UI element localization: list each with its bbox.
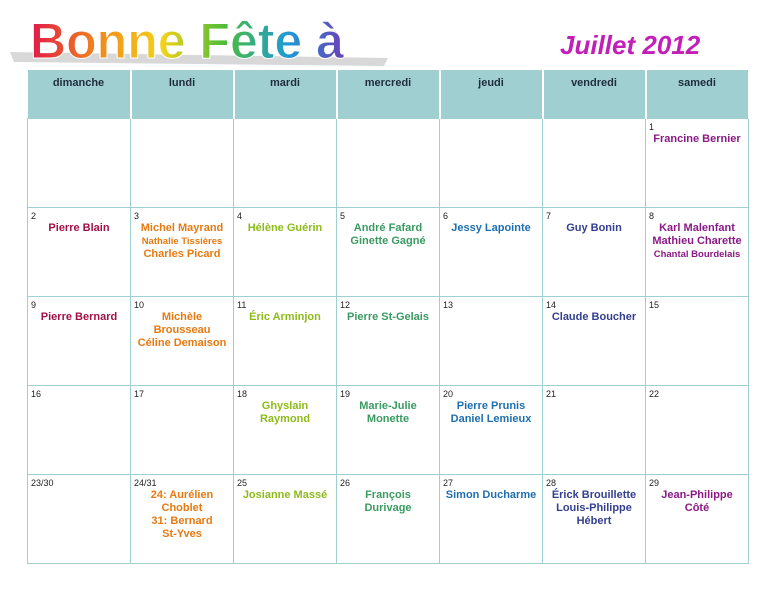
celebrant-name: Francine Bernier bbox=[653, 133, 741, 145]
celebrant-name: Ginette Gagné bbox=[350, 235, 426, 247]
day-number: 17 bbox=[134, 389, 145, 399]
celebrant-name: Jean-Philippe bbox=[661, 489, 733, 501]
day-number: 4 bbox=[237, 211, 243, 221]
name-list bbox=[442, 400, 540, 426]
calendar-day-cell bbox=[234, 208, 337, 297]
name-list bbox=[648, 133, 746, 146]
day-number: 13 bbox=[443, 300, 454, 310]
celebrant-name: Côté bbox=[684, 502, 710, 514]
celebrant-name: Choblet bbox=[161, 502, 203, 514]
name-list bbox=[545, 222, 643, 235]
celebrant-name: Daniel Lemieux bbox=[450, 413, 532, 425]
calendar-day-cell bbox=[131, 386, 234, 475]
celebrant-name: Monette bbox=[366, 413, 410, 425]
calendar-day-cell bbox=[337, 119, 440, 208]
celebrant-name: Chantal Bourdelais bbox=[653, 249, 741, 260]
celebrant-name: Louis-Philippe bbox=[556, 502, 632, 514]
celebrant-name: Michèle bbox=[161, 311, 203, 323]
celebrant-name: Nathalie Tissières bbox=[141, 236, 223, 247]
calendar-day-cell bbox=[440, 208, 543, 297]
calendar-day-cell bbox=[440, 475, 543, 564]
celebrant-name: Céline Demaison bbox=[137, 337, 227, 349]
celebrant-name: Ghyslain bbox=[261, 400, 309, 412]
name-list bbox=[339, 489, 437, 515]
celebrant-name: Josianne Massé bbox=[242, 489, 328, 501]
weekday-header-row bbox=[28, 70, 749, 119]
title-graphic bbox=[8, 8, 408, 72]
day-number: 3 bbox=[134, 211, 140, 221]
calendar-day-cell bbox=[28, 386, 131, 475]
celebrant-name: Michel Mayrand bbox=[140, 222, 224, 234]
calendar-day-cell bbox=[234, 386, 337, 475]
day-number: 15 bbox=[649, 300, 660, 310]
celebrant-name: Pierre Bernard bbox=[40, 311, 118, 323]
weekday-header: samedi bbox=[646, 70, 749, 119]
day-number: 6 bbox=[443, 211, 449, 221]
celebrant-name: André Fafard bbox=[353, 222, 423, 234]
calendar-day-cell bbox=[337, 475, 440, 564]
name-list bbox=[236, 311, 334, 324]
calendar-day-cell bbox=[28, 475, 131, 564]
calendar-day-cell bbox=[543, 386, 646, 475]
celebrant-name: Pierre Prunis bbox=[456, 400, 526, 412]
celebrant-name: Jessy Lapointe bbox=[451, 222, 531, 234]
weekday-header: dimanche bbox=[28, 70, 131, 119]
calendar-day-cell bbox=[131, 208, 234, 297]
calendar-day-cell bbox=[131, 475, 234, 564]
weekday-header: mardi bbox=[234, 70, 337, 119]
day-number: 11 bbox=[237, 300, 247, 310]
name-list bbox=[30, 222, 128, 235]
celebrant-name: 24: Aurélien bbox=[150, 489, 214, 501]
name-list bbox=[648, 222, 746, 261]
calendar-day-cell bbox=[337, 208, 440, 297]
calendar-day-cell bbox=[28, 119, 131, 208]
name-list bbox=[236, 489, 334, 502]
celebrant-name: Mathieu Charette bbox=[652, 235, 742, 247]
celebrant-name: Guy Bonin bbox=[566, 222, 622, 234]
name-list bbox=[648, 489, 746, 515]
day-number: 27 bbox=[443, 478, 454, 488]
celebrant-name: Hébert bbox=[576, 515, 612, 527]
weekday-header: jeudi bbox=[440, 70, 543, 119]
name-list bbox=[133, 222, 231, 261]
day-number: 8 bbox=[649, 211, 655, 221]
day-number: 24/31 bbox=[134, 478, 157, 488]
calendar-day-cell bbox=[440, 386, 543, 475]
calendar-day-cell bbox=[28, 297, 131, 386]
name-list bbox=[30, 311, 128, 324]
celebrant-name: Brousseau bbox=[153, 324, 211, 336]
day-number: 5 bbox=[340, 211, 346, 221]
calendar-day-cell bbox=[234, 475, 337, 564]
calendar-day-cell bbox=[543, 475, 646, 564]
celebrant-name: Karl Malenfant bbox=[659, 222, 735, 234]
name-list bbox=[339, 400, 437, 426]
calendar-day-cell bbox=[131, 297, 234, 386]
name-list bbox=[442, 222, 540, 235]
name-list bbox=[339, 222, 437, 248]
page-title: Bonne Fête à bbox=[30, 13, 344, 69]
day-number: 16 bbox=[31, 389, 42, 399]
calendar-day-cell bbox=[646, 475, 749, 564]
weekday-header: vendredi bbox=[543, 70, 646, 119]
title-banner bbox=[8, 8, 408, 72]
calendar-day-cell bbox=[234, 119, 337, 208]
calendar-grid bbox=[27, 70, 750, 564]
name-list bbox=[133, 489, 231, 541]
celebrant-name: Charles Picard bbox=[143, 248, 221, 260]
day-number: 14 bbox=[546, 300, 557, 310]
calendar-day-cell bbox=[646, 297, 749, 386]
name-list bbox=[133, 311, 231, 350]
name-list bbox=[545, 311, 643, 324]
calendar-day-cell bbox=[646, 208, 749, 297]
calendar-week-row bbox=[28, 208, 749, 297]
day-number: 22 bbox=[649, 389, 660, 399]
weekday-header: mercredi bbox=[337, 70, 440, 119]
day-number: 9 bbox=[31, 300, 37, 310]
day-number: 12 bbox=[340, 300, 351, 310]
celebrant-name: 31: Bernard bbox=[151, 515, 213, 527]
day-number: 19 bbox=[340, 389, 351, 399]
name-list bbox=[236, 222, 334, 235]
day-number: 23/30 bbox=[31, 478, 54, 488]
day-number: 18 bbox=[237, 389, 248, 399]
celebrant-name: Claude Boucher bbox=[551, 311, 637, 323]
name-list bbox=[339, 311, 437, 324]
calendar-day-cell bbox=[337, 386, 440, 475]
day-number: 1 bbox=[649, 122, 655, 132]
day-number: 21 bbox=[546, 389, 557, 399]
calendar-day-cell bbox=[646, 386, 749, 475]
calendar-day-cell bbox=[234, 297, 337, 386]
celebrant-name: Durivage bbox=[364, 502, 412, 514]
celebrant-name: Pierre Blain bbox=[48, 222, 110, 234]
celebrant-name: St-Yves bbox=[162, 528, 202, 540]
day-number: 2 bbox=[31, 211, 37, 221]
celebrant-name: Raymond bbox=[259, 413, 311, 425]
celebrant-name: Marie-Julie bbox=[359, 400, 417, 412]
calendar-day-cell bbox=[543, 297, 646, 386]
day-number: 7 bbox=[546, 211, 552, 221]
calendar-day-cell bbox=[28, 208, 131, 297]
celebrant-name: Hélène Guérin bbox=[247, 222, 323, 234]
celebrant-name: François bbox=[365, 489, 411, 501]
name-list bbox=[545, 489, 643, 528]
day-number: 10 bbox=[134, 300, 145, 310]
day-number: 20 bbox=[443, 389, 454, 399]
calendar-day-cell bbox=[543, 208, 646, 297]
celebrant-name: Pierre St-Gelais bbox=[347, 311, 429, 323]
day-number: 26 bbox=[340, 478, 351, 488]
calendar-day-cell bbox=[646, 119, 749, 208]
name-list bbox=[442, 489, 540, 502]
calendar-week-row bbox=[28, 119, 749, 208]
calendar-day-cell bbox=[440, 297, 543, 386]
celebrant-name: Simon Ducharme bbox=[445, 489, 537, 501]
weekday-header: lundi bbox=[131, 70, 234, 119]
calendar-day-cell bbox=[337, 297, 440, 386]
calendar-week-row bbox=[28, 475, 749, 564]
name-list bbox=[236, 400, 334, 426]
calendar-week-row bbox=[28, 297, 749, 386]
day-number: 29 bbox=[649, 478, 660, 488]
month-label: Juillet 2012 bbox=[560, 30, 701, 60]
calendar-week-row bbox=[28, 386, 749, 475]
calendar-day-cell bbox=[131, 119, 234, 208]
calendar-day-cell bbox=[440, 119, 543, 208]
day-number: 25 bbox=[237, 478, 248, 488]
day-number: 28 bbox=[546, 478, 557, 488]
celebrant-name: Érick Brouillette bbox=[551, 489, 637, 501]
celebrant-name: Éric Arminjon bbox=[249, 311, 321, 323]
calendar-day-cell bbox=[543, 119, 646, 208]
